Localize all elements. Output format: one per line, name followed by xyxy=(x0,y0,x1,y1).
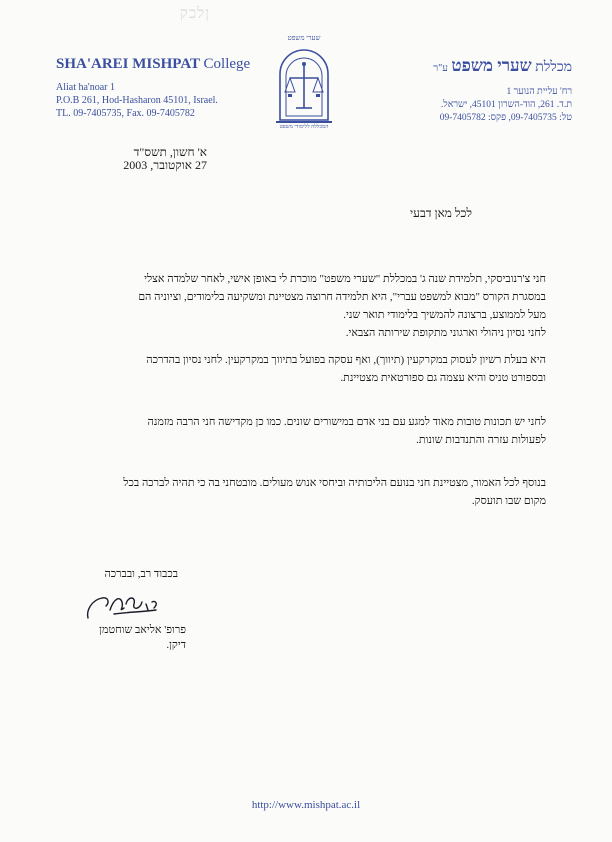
paragraph-line: היא בעלת רשיון לעסוק במקרקעין (תיווך), ואף עסקה בפועל בתיווך במקרקעין. לחני נסיון בהדרכה xyxy=(146,354,546,366)
phone-en: TL. 09-7405735, Fax. 09-7405782 xyxy=(56,108,195,119)
pob-he: ת.ד. 261, הוד-השרון 45101, ישראל. xyxy=(440,100,572,110)
paragraph-4 xyxy=(90,474,546,510)
paragraph-line: לחני נסיון ניהולי וארגוני מתקופת שירותה הצבאי. xyxy=(345,327,546,339)
letter-date xyxy=(87,146,207,172)
phone-he: טל: 09-7405735, פקס: 09-7405782 xyxy=(439,113,572,123)
website-link[interactable]: http://www.mishpat.ac.il xyxy=(251,799,361,811)
address-block-en xyxy=(56,81,256,120)
paragraph-line: חני צ'רנוביסקי, תלמידת שנה ג' במכללת "שערי משפט" מוכרת לי באופן אישי, לאחר שלמדה אצלי xyxy=(144,273,546,285)
logo-bottom-text: המכללה ללימודי משפט xyxy=(279,124,329,130)
college-logo xyxy=(268,34,340,130)
paragraph-line: ובספורט טניס והיא עצמה גם ספורטאית מצטיינת. xyxy=(340,372,546,384)
signer-title: דיקן. xyxy=(166,639,186,651)
watermark: ןלכק xyxy=(179,6,210,22)
pob-en: P.O.B 261, Hod-Hasharon 45101, Israel. xyxy=(56,95,218,106)
paragraph-line: במסגרת הקורס "מבוא למשפט עברי", היא תלמידה חרוצה מצטיינת ומשקיעה בלימודים, וציוניה הם xyxy=(138,291,546,303)
paragraph-line: בנוסף לכל האמור, מצטיינת חני בנועם הליכותיה וביחסי אנוש מעולים. מובטחני בה כי תהיה לברכה בכל xyxy=(123,477,546,489)
college-name-he xyxy=(362,56,572,76)
college-name-prefix-he: מכללת xyxy=(535,60,572,75)
letterhead-hebrew xyxy=(362,56,572,125)
letterhead-english xyxy=(56,56,256,120)
date-hebrew: א' חשון, תשס"ד xyxy=(133,145,207,159)
street-en: Aliat ha'noar 1 xyxy=(56,82,116,93)
signer-block xyxy=(66,623,186,653)
paragraph-line: מעל לממוצע, ברצונה להמשיך בלימודי תואר שני. xyxy=(343,309,546,321)
salutation: לכל מאן דבעי xyxy=(410,206,472,220)
paragraph-1 xyxy=(90,270,546,342)
paragraph-3 xyxy=(90,413,546,449)
college-name-main-he: שערי משפט xyxy=(451,56,532,75)
address-block-he xyxy=(362,86,572,125)
paragraph-2 xyxy=(90,351,546,387)
college-name-suffix-he: ע"ר xyxy=(433,63,448,74)
college-name-en xyxy=(56,56,256,73)
paragraph-line: מקום שבו תועסק. xyxy=(471,495,546,507)
scales-of-justice-icon xyxy=(268,34,340,130)
street-he: רח' עליית הנוער 1 xyxy=(506,87,572,97)
closing: בכבוד רב, ובברכה xyxy=(104,568,178,580)
signer-name: פרופ' אליאב שוחטמן xyxy=(99,624,186,636)
college-name-suffix: College xyxy=(203,56,251,72)
college-name-main: SHA'AREI MISHPAT xyxy=(56,56,200,72)
date-gregorian: 27 אוקטובר, 2003 xyxy=(123,158,207,172)
handwritten-signature xyxy=(84,588,174,628)
logo-top-text: שערי משפט xyxy=(287,34,321,42)
paragraph-line: לחני יש תכונות טובות מאוד למגע עם בני אדם במישורים שונים. כמו כן מקדישה חני הרבה מזמנה xyxy=(147,416,546,428)
paragraph-line: לפעולות עזרה והתנדבות שונות. xyxy=(416,434,546,446)
